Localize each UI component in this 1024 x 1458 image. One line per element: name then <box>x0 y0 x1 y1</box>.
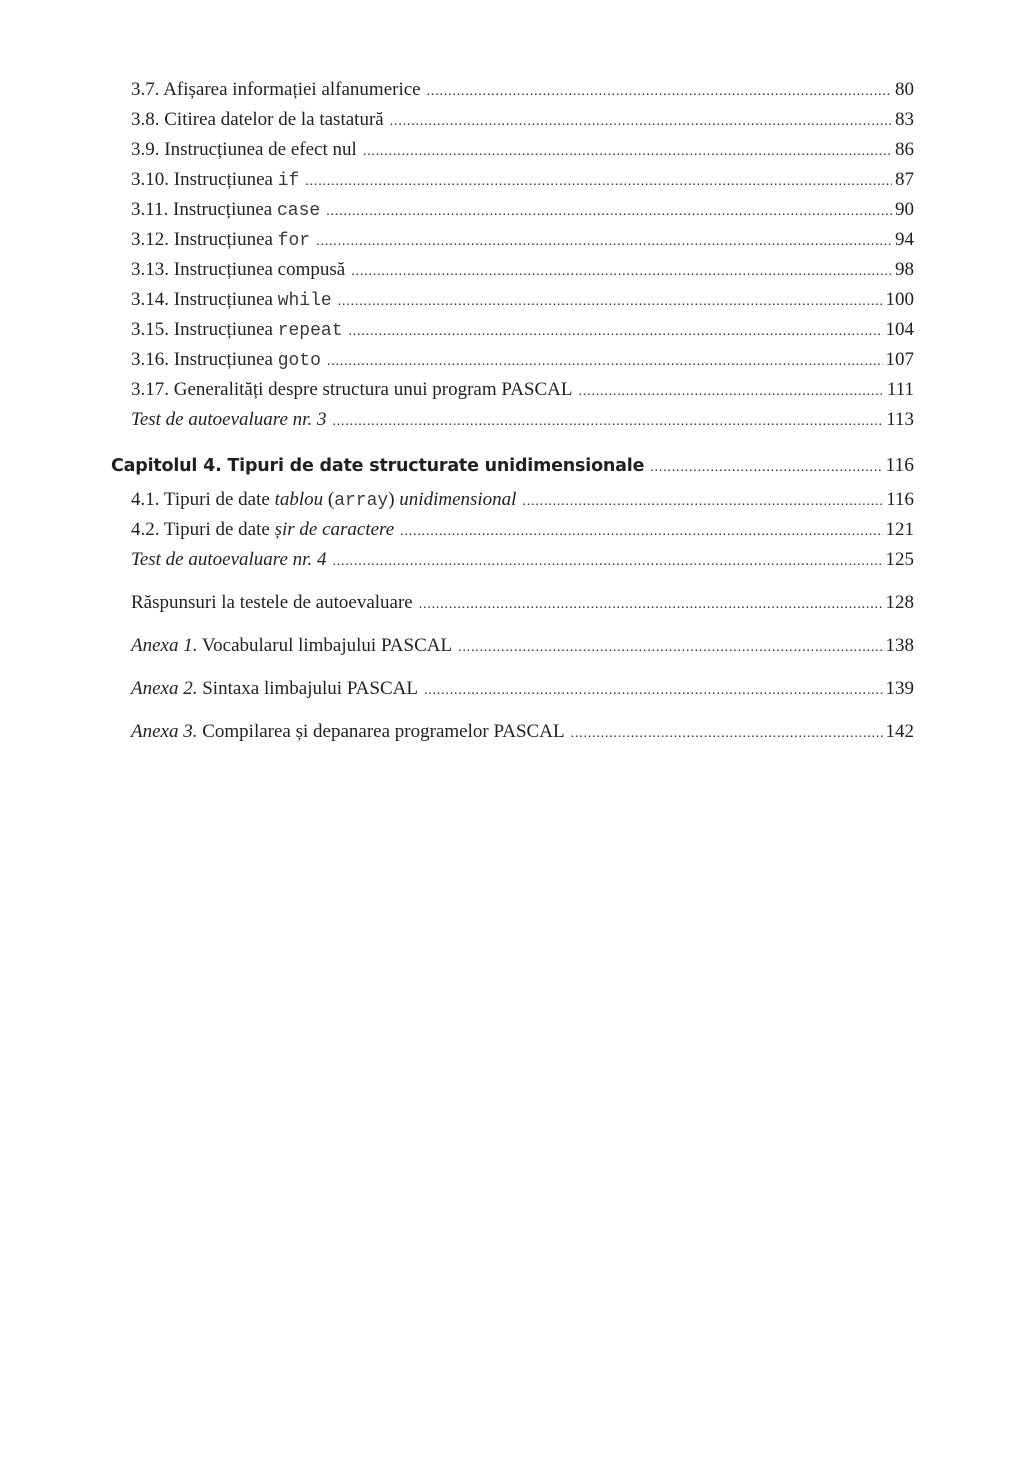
toc-title-segment: 3.13. Instrucțiunea compusă <box>131 259 346 280</box>
dot-leader <box>332 409 883 435</box>
toc-title-segment: 3.12. Instrucțiunea <box>131 229 278 250</box>
toc-page-number: 80 <box>895 79 914 100</box>
toc-entry[interactable] <box>131 197 914 223</box>
toc-title-segment: tablou <box>274 489 324 510</box>
toc-page-number: 139 <box>885 678 914 699</box>
toc-title-segment: 3.14. Instrucțiunea <box>131 289 278 310</box>
toc-page-number: 138 <box>885 635 914 656</box>
toc-entry[interactable] <box>131 317 914 343</box>
toc-title-segment: Anexa 3. <box>131 721 198 742</box>
toc-page-number: 98 <box>895 259 914 280</box>
toc-page-number: 86 <box>895 139 914 160</box>
dot-leader <box>316 229 892 255</box>
toc-entry[interactable] <box>131 107 914 133</box>
toc-page-number: 125 <box>885 549 914 570</box>
toc-entry[interactable] <box>131 167 914 193</box>
toc-entry[interactable] <box>131 590 914 616</box>
toc-title-segment: while <box>277 291 332 311</box>
toc-title-segment: case <box>276 201 321 221</box>
dot-leader <box>363 139 892 165</box>
dot-leader <box>579 379 884 405</box>
toc-page-number: 121 <box>885 519 914 540</box>
toc-entry-title <box>131 676 418 702</box>
toc-entry-title <box>131 377 573 403</box>
toc-entry-title <box>131 287 332 314</box>
toc-page-number: 111 <box>886 379 914 400</box>
toc-entry-title <box>131 77 421 103</box>
toc-page-number: 83 <box>895 109 914 130</box>
toc-entry[interactable] <box>131 676 914 702</box>
toc-title-segment: 3.15. Instrucțiunea <box>131 319 278 340</box>
toc-entry-title <box>131 257 345 283</box>
toc-entry-title <box>131 227 310 254</box>
toc-title-segment: ( <box>323 489 335 510</box>
toc-title-segment: 3.16. Instrucțiunea <box>131 349 278 370</box>
toc-page-number: 104 <box>885 319 914 340</box>
toc-title-segment: Sintaxa limbajului PASCAL <box>197 678 418 699</box>
toc-entry[interactable] <box>131 137 914 163</box>
toc-entry[interactable] <box>131 347 914 373</box>
toc-title-segment: for <box>277 231 311 251</box>
toc-entry-title <box>131 590 413 616</box>
dot-leader <box>326 199 892 225</box>
toc-page-number: 90 <box>895 199 914 220</box>
toc-entry[interactable] <box>131 633 914 659</box>
dot-leader <box>349 319 883 345</box>
toc-entry[interactable] <box>131 287 914 313</box>
toc-page-number: 116 <box>885 455 914 476</box>
toc-entry-title <box>131 719 565 745</box>
toc-page-number: 100 <box>885 289 914 310</box>
toc-title-segment: 3.8. Citirea datelor de la tastatură <box>131 109 384 130</box>
toc-title-segment: 4.2. Tipuri de date <box>131 519 275 540</box>
toc-title-segment: Vocabularul limbajului PASCAL <box>197 635 453 656</box>
toc-page-number: 107 <box>885 349 914 370</box>
toc-page-number: 128 <box>885 592 914 613</box>
toc-page-number: 142 <box>885 721 914 742</box>
toc-entry[interactable] <box>131 517 914 543</box>
toc-entry[interactable] <box>131 77 914 103</box>
toc-title-segment: Compilarea și depanarea programelor PASCAL <box>197 721 565 742</box>
dot-leader <box>424 678 883 704</box>
toc-entry-title <box>131 547 326 573</box>
toc-title-segment: Test de autoevaluare nr. 4 <box>131 549 327 570</box>
toc-entry-title <box>131 517 394 543</box>
toc-title-segment: Anexa 1. <box>131 635 198 656</box>
toc-entry-title <box>131 107 384 133</box>
dot-leader <box>390 109 892 135</box>
toc-chapter-row[interactable] <box>111 453 914 479</box>
toc-entry-title <box>131 167 299 194</box>
dot-leader <box>332 549 882 575</box>
toc-entry-title <box>111 453 644 479</box>
dot-leader <box>327 349 883 375</box>
toc-title-segment: 3.11. Instrucțiunea <box>131 199 277 220</box>
toc-title-segment: repeat <box>277 321 343 341</box>
toc-entry[interactable] <box>131 377 914 403</box>
toc-entry[interactable] <box>131 719 914 745</box>
toc-entry[interactable] <box>131 487 914 513</box>
toc-title-segment: 3.7. Afișarea informației alfanumerice <box>131 79 421 100</box>
toc-title-segment: goto <box>277 351 321 371</box>
toc-entry-title <box>131 317 343 344</box>
toc-title-segment: 3.9. Instrucțiunea de efect nul <box>131 139 357 160</box>
toc-page-number: 94 <box>895 229 914 250</box>
dot-leader <box>427 79 892 105</box>
dot-leader <box>458 635 882 661</box>
toc-title-segment: șir de caractere <box>274 519 395 540</box>
dot-leader <box>571 721 883 747</box>
toc-entry-title <box>131 137 357 163</box>
toc-entry[interactable] <box>131 407 914 433</box>
toc-entry[interactable] <box>131 227 914 253</box>
toc-entry-title <box>131 407 326 433</box>
toc-title-segment: ) <box>388 489 400 510</box>
toc-title-segment: Capitolul 4. Tipuri de date structurate unidimensionale <box>111 456 645 476</box>
toc-page-number: 113 <box>886 409 914 430</box>
dot-leader <box>305 169 892 195</box>
toc-entry-title <box>131 633 452 659</box>
toc-title-segment: 3.10. Instrucțiunea <box>131 169 278 190</box>
dot-leader <box>338 289 883 315</box>
toc-page-number: 116 <box>886 489 914 510</box>
dot-leader <box>419 592 883 618</box>
dot-leader <box>400 519 882 545</box>
toc-entry-title <box>131 487 516 514</box>
dot-leader <box>351 259 892 285</box>
toc-entry-title <box>131 347 321 374</box>
dot-leader <box>522 489 883 515</box>
toc-title-segment: 3.17. Generalități despre structura unui program PASCAL <box>131 379 573 400</box>
toc-title-segment: Anexa 2. <box>131 678 198 699</box>
toc-entry-title <box>131 197 320 224</box>
toc-title-segment: unidimensional <box>399 489 517 510</box>
toc-entry[interactable] <box>131 257 914 283</box>
dot-leader <box>650 455 882 481</box>
toc-title-segment: array <box>334 491 389 511</box>
toc-title-segment: Test de autoevaluare nr. 3 <box>131 409 327 430</box>
toc-title-segment: Răspunsuri la testele de autoevaluare <box>131 592 413 613</box>
toc-entry[interactable] <box>131 547 914 573</box>
toc-title-segment: 4.1. Tipuri de date <box>131 489 275 510</box>
toc-title-segment: if <box>277 171 300 191</box>
toc-page-number: 87 <box>895 169 914 190</box>
